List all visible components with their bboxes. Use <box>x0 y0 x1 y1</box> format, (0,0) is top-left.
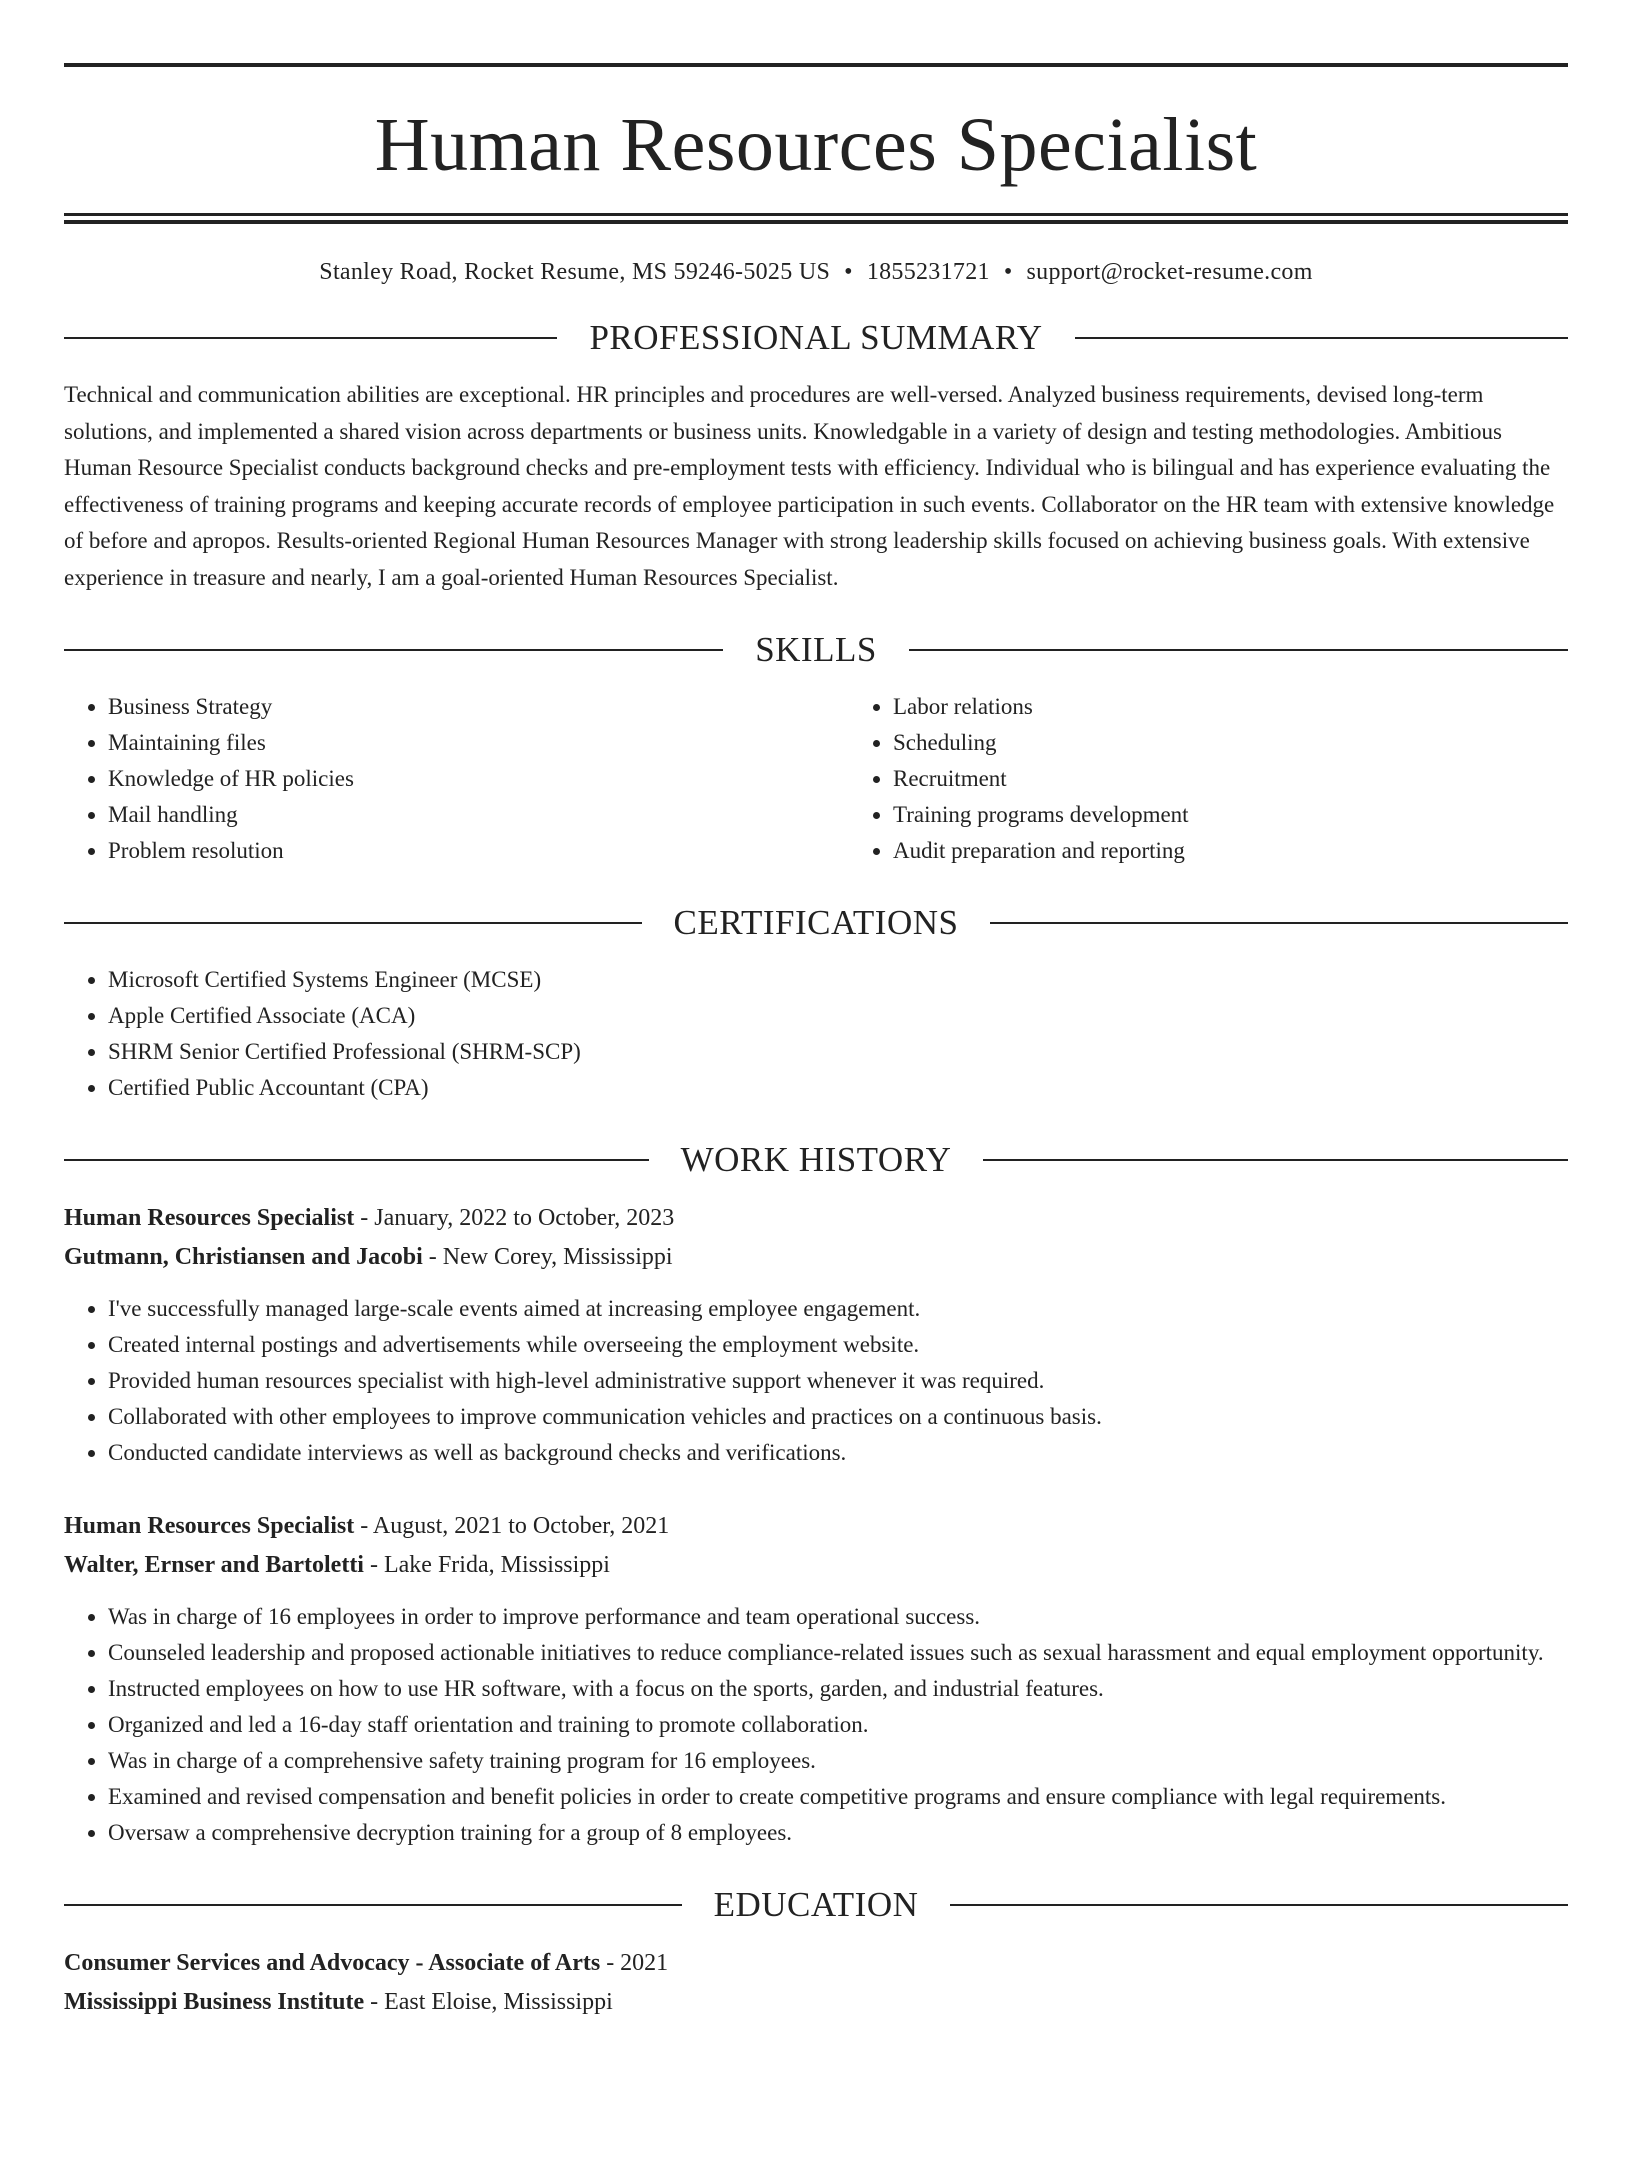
job-company: Gutmann, Christiansen and Jacobi <box>64 1244 423 1270</box>
job-dates: - January, 2022 to October, 2023 <box>354 1205 675 1231</box>
job-title-line <box>64 1507 1568 1546</box>
job-bullet: • Examined and revised compensation and benefit policies in order to create competitive programs and ensure compliance with legal requirements. <box>108 1779 1568 1815</box>
skill-item: • Mail handling <box>108 797 849 833</box>
job-bullet: • Organized and led a 16-day staff orientation and training to promote collaboration. <box>108 1707 1568 1743</box>
certification-item: • SHRM Senior Certified Professional (SHRM-SCP) <box>108 1034 1568 1070</box>
resume-page <box>0 63 1632 2175</box>
summary-text: Technical and communication abilities are exceptional. HR principles and procedures are well-versed. Analyzed business requirements, devised long-term solutions, and implemented a shared vision across departments or business units. Knowledgable in a variety of design and testing methodologies. Ambitious Human Resource Specialist conducts background checks and pre-employment tests with efficiency. Individual who is bilingual and has experience evaluating the effectiveness of training programs and keeping accurate records of employee participation in such events. Collaborator on the HR team with extensive knowledge of before and apropos. Results-oriented Regional Human Resources Manager with strong leadership skills focused on achieving business goals. With extensive experience in treasure and nearly, I am a goal-oriented Human Resources Specialist. <box>64 382 1555 590</box>
section-title: CERTIFICATIONS <box>673 903 959 942</box>
section-title: EDUCATION <box>713 1885 919 1924</box>
education-location: - East Eloise, Mississippi <box>364 1989 613 2015</box>
skill-item: • Maintaining files <box>108 725 849 761</box>
job-bullet: • I've successfully managed large-scale events aimed at increasing employee engagement. <box>108 1291 1568 1327</box>
contact-email[interactable]: support@rocket-resume.com <box>1026 259 1313 285</box>
skill-item: • Knowledge of HR policies <box>108 761 849 797</box>
heading-rule-right <box>909 649 1568 651</box>
section-heading-work-history <box>64 1142 1568 1177</box>
skill-item: • Scheduling <box>893 725 1568 761</box>
job-company-line <box>64 1238 1568 1277</box>
header-double-rule <box>64 213 1568 224</box>
section-heading-education <box>64 1887 1568 1922</box>
certification-item: • Microsoft Certified Systems Engineer (MCSE) <box>108 962 1568 998</box>
skill-item: • Labor relations <box>893 689 1568 725</box>
contact-line <box>64 260 1568 284</box>
education-school-line <box>64 1983 1568 2022</box>
job-bullet: • Provided human resources specialist with high-level administrative support whenever it was required. <box>108 1363 1568 1399</box>
job-bullets <box>64 1291 1568 1471</box>
education-degree: Consumer Services and Advocacy - Associate of Arts <box>64 1950 601 1976</box>
job-bullet: • Collaborated with other employees to improve communication vehicles and practices on a continuous basis. <box>108 1399 1568 1435</box>
contact-separator: • <box>1003 259 1013 285</box>
contact-address: Stanley Road, Rocket Resume, MS 59246-5025 US <box>319 259 831 285</box>
section-title: WORK HISTORY <box>680 1140 952 1179</box>
education-year: - 2021 <box>600 1950 669 1976</box>
education-entry <box>64 1944 1568 2022</box>
heading-rule-left <box>64 1159 649 1161</box>
skill-item: • Business Strategy <box>108 689 849 725</box>
education-school: Mississippi Business Institute <box>64 1989 365 2015</box>
skills-list-right <box>849 689 1568 869</box>
heading-rule-right <box>1075 337 1568 339</box>
certification-item: • Certified Public Accountant (CPA) <box>108 1070 1568 1106</box>
job-bullet: • Instructed employees on how to use HR software, with a focus on the sports, garden, and industrial features. <box>108 1671 1568 1707</box>
certifications-list <box>64 962 1568 1106</box>
certification-item: • Apple Certified Associate (ACA) <box>108 998 1568 1034</box>
job-location: - Lake Frida, Mississippi <box>363 1552 610 1578</box>
job-company: Walter, Ernser and Bartoletti <box>64 1552 364 1578</box>
heading-rule-right <box>950 1904 1568 1906</box>
job-bullet: • Conducted candidate interviews as well as background checks and verifications. <box>108 1435 1568 1471</box>
job-dates: - August, 2021 to October, 2021 <box>354 1513 670 1539</box>
section-heading-summary <box>64 320 1568 355</box>
section-heading-certifications <box>64 905 1568 940</box>
job-entry <box>64 1507 1568 1851</box>
heading-rule-left <box>64 337 557 339</box>
skill-item: • Audit preparation and reporting <box>893 833 1568 869</box>
job-bullet: • Was in charge of 16 employees in order to improve performance and team operational success. <box>108 1599 1568 1635</box>
skills-columns <box>64 689 1568 869</box>
skill-item: • Training programs development <box>893 797 1568 833</box>
section-title: PROFESSIONAL SUMMARY <box>589 318 1043 357</box>
header-top-rule <box>64 63 1568 67</box>
heading-rule-right <box>983 1159 1568 1161</box>
contact-phone[interactable]: 1855231721 <box>866 259 990 285</box>
heading-rule-left <box>64 922 642 924</box>
resume-name: Human Resources Specialist <box>374 103 1258 187</box>
job-bullet: • Created internal postings and advertisements while overseeing the employment website. <box>108 1327 1568 1363</box>
heading-rule-left <box>64 1904 682 1906</box>
job-title-line <box>64 1199 1568 1238</box>
heading-rule-left <box>64 649 723 651</box>
job-entry <box>64 1199 1568 1471</box>
section-heading-skills <box>64 632 1568 667</box>
skills-list-left <box>64 689 849 869</box>
section-title: SKILLS <box>755 630 877 669</box>
heading-rule-right <box>990 922 1568 924</box>
contact-separator: • <box>844 259 853 285</box>
job-bullet: • Was in charge of a comprehensive safety training program for 16 employees. <box>108 1743 1568 1779</box>
skill-item: • Problem resolution <box>108 833 849 869</box>
job-bullets <box>64 1599 1568 1851</box>
job-location: - New Corey, Mississippi <box>422 1244 673 1270</box>
skill-item: • Recruitment <box>893 761 1568 797</box>
job-bullet: • Counseled leadership and proposed actionable initiatives to reduce compliance-related issues such as sexual harassment and equal employment opportunity. <box>108 1635 1568 1671</box>
job-title: Human Resources Specialist <box>64 1205 355 1231</box>
education-degree-line <box>64 1944 1568 1983</box>
job-company-line <box>64 1546 1568 1585</box>
job-title: Human Resources Specialist <box>64 1513 355 1539</box>
job-bullet: • Oversaw a comprehensive decryption training for a group of 8 employees. <box>108 1815 1568 1851</box>
